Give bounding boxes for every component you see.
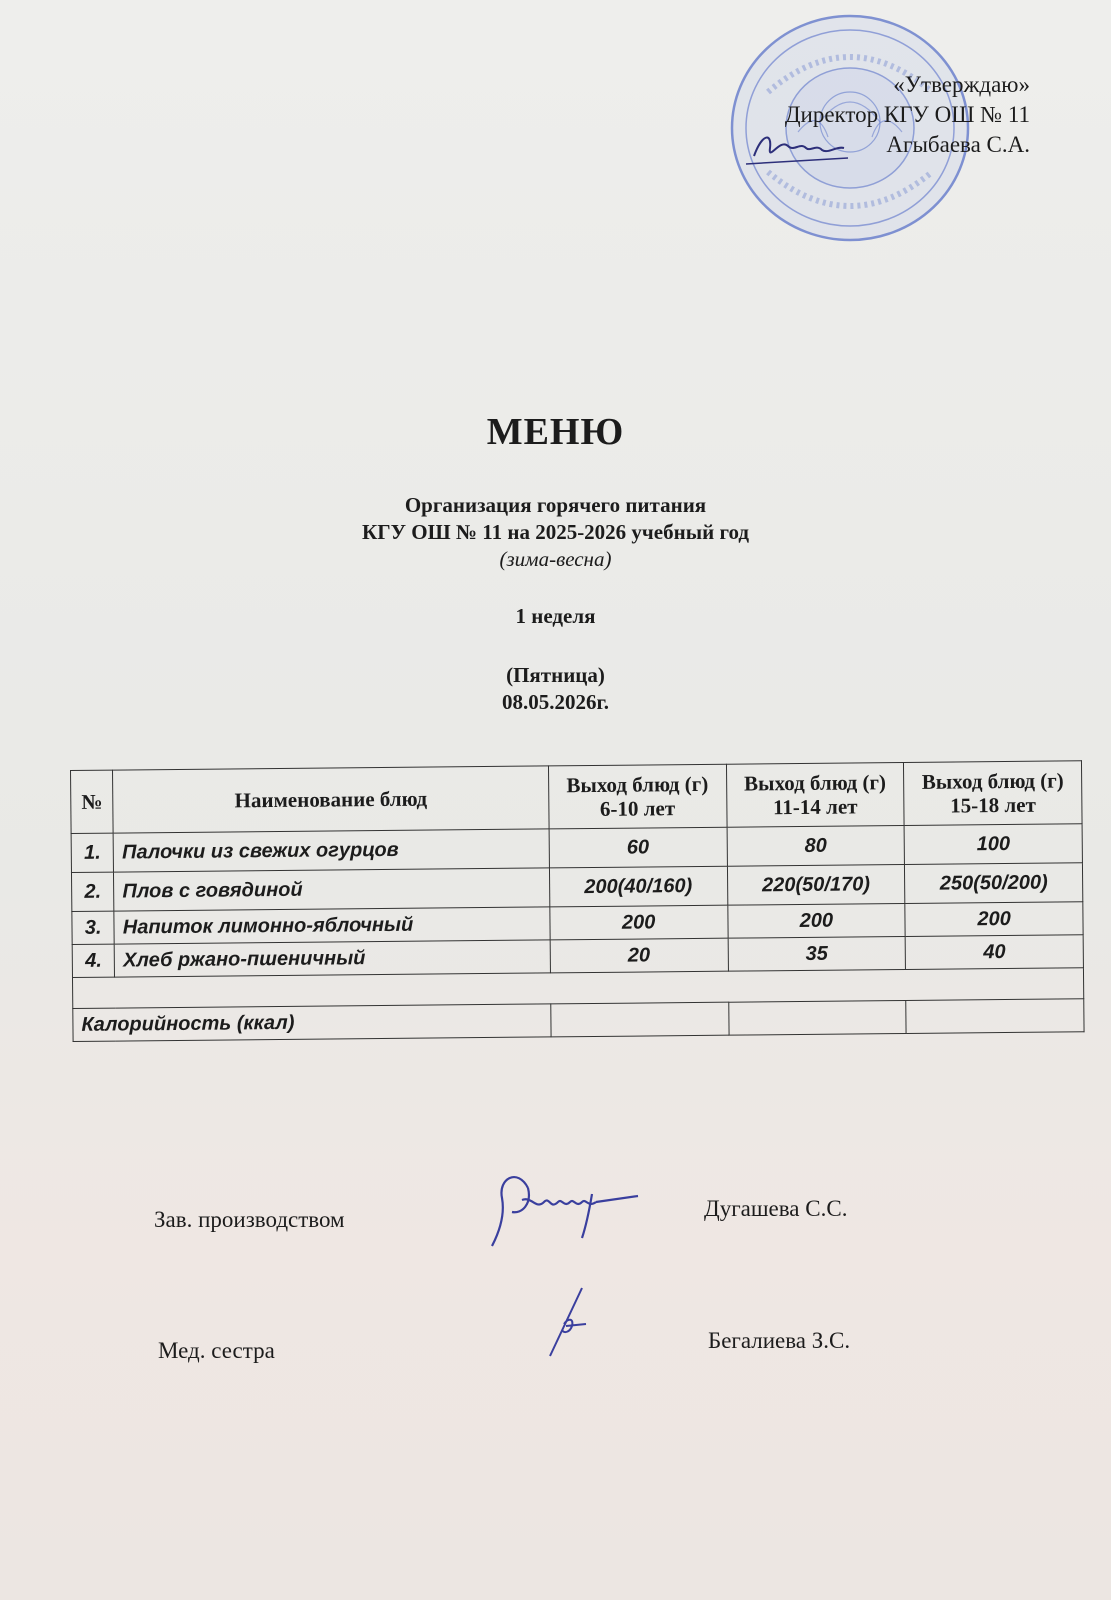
header-age-11-14: Выход блюд (г) 11-14 лет bbox=[726, 762, 904, 827]
portion-15-18: 250(50/200) bbox=[905, 863, 1083, 904]
portion-6-10: 200(40/160) bbox=[549, 866, 727, 907]
calorie-6-10 bbox=[551, 1002, 729, 1037]
dish-name: Напиток лимонно-яблочный bbox=[114, 907, 550, 944]
header-age-6-10: Выход блюд (г) 6-10 лет bbox=[548, 764, 726, 829]
production-head-label: Зав. производством bbox=[154, 1207, 345, 1232]
portion-11-14: 80 bbox=[727, 825, 905, 866]
portion-15-18: 40 bbox=[905, 935, 1083, 970]
row-number: 3. bbox=[72, 911, 115, 944]
production-signature-icon bbox=[488, 1158, 648, 1248]
approval-position: Директор КГУ ОШ № 11 bbox=[784, 102, 1030, 127]
row-number: 2. bbox=[71, 872, 114, 911]
production-head-name: Дугашева С.С. bbox=[704, 1196, 848, 1221]
title-organization: Организация горячего питания bbox=[404, 493, 707, 517]
calorie-15-18 bbox=[906, 999, 1084, 1034]
row-number: 4. bbox=[72, 944, 115, 977]
portion-15-18: 100 bbox=[904, 824, 1082, 865]
header-dish-name: Наименование блюд bbox=[113, 766, 549, 833]
portion-6-10: 200 bbox=[550, 905, 728, 940]
page-title: МЕНЮ bbox=[486, 411, 625, 453]
title-school-year: КГУ ОШ № 11 на 2025-2026 учебный год bbox=[362, 520, 749, 544]
title-season: (зима-весна) bbox=[499, 547, 612, 571]
nurse-name: Бегалиева З.С. bbox=[708, 1328, 851, 1353]
portion-11-14: 35 bbox=[728, 936, 906, 971]
menu-table bbox=[70, 760, 1085, 1042]
title-date: 08.05.2026г. bbox=[502, 690, 609, 714]
calorie-11-14 bbox=[728, 1000, 906, 1035]
portion-6-10: 20 bbox=[550, 938, 728, 973]
nurse-signature-icon bbox=[542, 1284, 602, 1360]
portion-11-14: 200 bbox=[727, 903, 905, 938]
dish-name: Палочки из свежих огурцов bbox=[113, 829, 549, 872]
title-week: 1 неделя bbox=[515, 604, 596, 628]
portion-15-18: 200 bbox=[905, 902, 1083, 937]
dish-name: Хлеб ржано-пшеничный bbox=[115, 940, 551, 977]
director-signature-icon bbox=[744, 128, 854, 170]
portion-6-10: 60 bbox=[549, 827, 727, 868]
nurse-label: Мед. сестра bbox=[158, 1338, 275, 1363]
title-block bbox=[0, 410, 1111, 716]
header-age-15-18: Выход блюд (г) 15-18 лет bbox=[904, 761, 1082, 826]
table-header-row bbox=[71, 761, 1083, 834]
dish-name: Плов с говядиной bbox=[114, 868, 550, 911]
portion-11-14: 220(50/170) bbox=[727, 864, 905, 905]
row-number: 1. bbox=[71, 833, 114, 872]
calorie-label: Калорийность (ккал) bbox=[73, 1004, 551, 1042]
approval-director-name: Агыбаева С.А. bbox=[886, 132, 1030, 157]
approval-heading: «Утверждаю» bbox=[893, 72, 1030, 97]
title-day: (Пятница) bbox=[506, 663, 605, 687]
header-number: № bbox=[71, 770, 114, 833]
